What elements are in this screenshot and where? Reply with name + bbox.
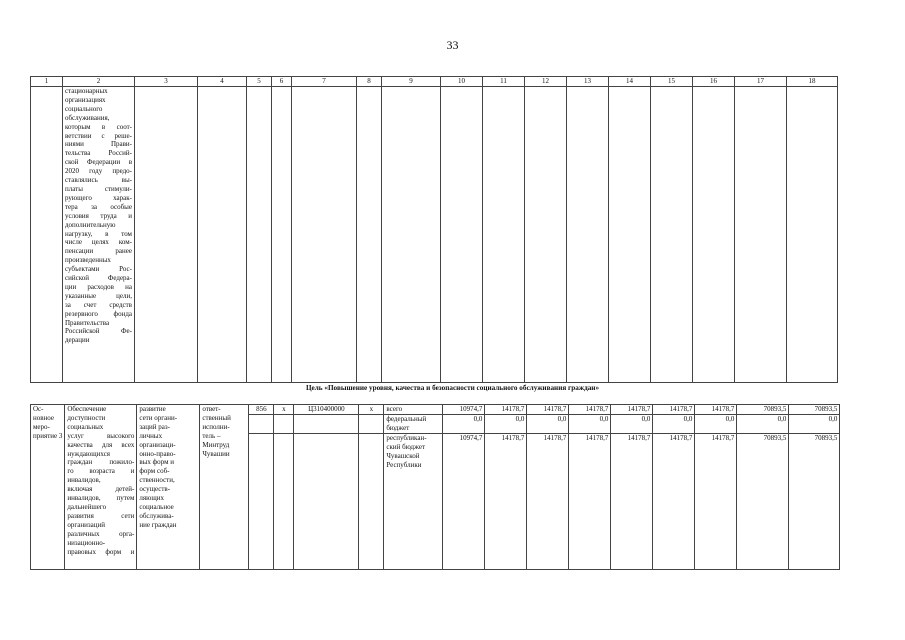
text-line: различных орга- — [67, 529, 135, 538]
cell — [247, 87, 272, 383]
event-description-cell — [65, 405, 137, 570]
text-line: платы стимули- — [65, 184, 132, 193]
value-cell: 10974,7 — [443, 433, 485, 569]
value-cell: 70893,5 — [789, 433, 840, 569]
value-cell: 0,0 — [653, 414, 695, 433]
program-table-event-3 — [30, 404, 840, 570]
cell — [198, 87, 247, 383]
text-line: Правительства — [65, 318, 110, 327]
value-cell: 14178,7 — [569, 405, 611, 415]
value-cell: 70893,5 — [737, 433, 789, 569]
text-line: 2020 году предо- — [65, 167, 132, 176]
column-number-3: 3 — [135, 77, 198, 87]
goal-heading: Цель «Повышение уровня, качества и безопасности социального обслуживания граждан» — [305, 384, 600, 392]
cell — [693, 87, 735, 383]
text-line: заций раз- — [139, 422, 170, 431]
cell — [609, 87, 651, 383]
text-line: услуг высокого — [67, 431, 135, 440]
text-line: новное — [33, 413, 54, 422]
cell — [735, 87, 787, 383]
text-line: числе целях ком- — [65, 238, 132, 247]
text-line: тера за особые — [65, 202, 132, 211]
cell — [135, 87, 198, 383]
event-description-cell — [63, 87, 135, 383]
column-number-14: 14 — [609, 77, 651, 87]
column-number-16: 16 — [693, 77, 735, 87]
column-number-7: 7 — [292, 77, 357, 87]
text-line: ответ- — [202, 405, 221, 413]
text-line: развития сети — [67, 511, 135, 520]
text-line: условия труда и — [65, 211, 132, 220]
cell — [357, 87, 382, 383]
text-line: меро- — [33, 422, 50, 431]
expense-type-cell: x — [359, 405, 384, 415]
cell — [359, 433, 384, 569]
grbs-code-cell: 856 — [249, 405, 274, 415]
cell — [567, 87, 609, 383]
cell — [274, 414, 294, 433]
cell — [294, 414, 359, 433]
text-line: тель – — [202, 431, 221, 440]
text-line: приятие 3 — [33, 431, 63, 440]
text-line: Российской Фе- — [65, 327, 132, 336]
column-number-10: 10 — [441, 77, 483, 87]
value-cell: 14178,7 — [485, 405, 527, 415]
value-cell: 14178,7 — [485, 433, 527, 569]
text-line: сети органи- — [139, 413, 178, 422]
event-activity-cell — [137, 405, 200, 570]
text-line: пенсации ранее — [65, 247, 132, 256]
text-line: исполни- — [202, 422, 230, 431]
text-line: организациях — [65, 95, 106, 104]
value-cell: 14178,7 — [695, 433, 737, 569]
value-cell: 0,0 — [737, 414, 789, 433]
funding-source-cell — [384, 405, 443, 415]
text-line: граждан пожило- — [67, 458, 135, 467]
value-cell: 0,0 — [527, 414, 569, 433]
text-line: личных — [139, 431, 163, 440]
text-line: дальнейшего — [67, 502, 107, 511]
funding-source-cell — [384, 433, 443, 569]
value-cell: 0,0 — [485, 414, 527, 433]
text-line: Чувашской — [386, 451, 420, 460]
text-line: ставлялись вы- — [65, 176, 132, 185]
program-table-top — [30, 76, 838, 383]
column-number-13: 13 — [567, 77, 609, 87]
cell — [382, 87, 441, 383]
responsible-executor-cell — [200, 405, 249, 570]
column-number-6: 6 — [272, 77, 292, 87]
text-line: указанные цели, — [65, 291, 132, 300]
column-number-11: 11 — [483, 77, 525, 87]
cell — [525, 87, 567, 383]
target-article-cell: Ц310400000 — [294, 405, 359, 415]
column-number-2: 2 — [63, 77, 135, 87]
text-line: онно-право- — [139, 449, 176, 458]
text-line: правовых форм и — [67, 547, 135, 556]
text-line: обслужива- — [139, 511, 174, 520]
value-cell: 14178,7 — [611, 433, 653, 569]
text-line: Обеспечение — [67, 405, 107, 413]
cell — [249, 433, 274, 569]
text-line: произведенных — [65, 256, 111, 265]
text-line: бюджет — [386, 423, 410, 432]
cell — [249, 414, 274, 433]
cell — [651, 87, 693, 383]
value-cell: 0,0 — [695, 414, 737, 433]
value-cell: 14178,7 — [653, 433, 695, 569]
text-line: ции расходов на — [65, 282, 132, 291]
text-line: развитие — [139, 405, 166, 413]
text-line: осуществ- — [139, 485, 171, 494]
text-line: социальных — [67, 422, 104, 431]
table-row — [31, 87, 838, 383]
text-line: республикан- — [386, 433, 427, 442]
text-line: организаций — [67, 520, 105, 529]
text-line: го возраста и — [67, 467, 135, 476]
cell — [292, 87, 357, 383]
value-cell: 0,0 — [443, 414, 485, 433]
value-cell: 70893,5 — [737, 405, 789, 415]
cell — [359, 414, 384, 433]
text-line: ственный — [202, 413, 231, 422]
text-line: нагрузку, в том — [65, 229, 132, 238]
cell — [31, 87, 63, 383]
text-line: ниями Прави- — [65, 140, 132, 149]
text-line: которым в соот- — [65, 122, 132, 131]
funding-source-cell — [384, 414, 443, 433]
text-line: ский бюджет — [386, 442, 426, 451]
text-line: всего — [386, 405, 403, 413]
value-cell: 14178,7 — [653, 405, 695, 415]
text-line: Ос- — [33, 405, 44, 413]
text-line: инвалидов, путем — [67, 494, 135, 503]
column-number-8: 8 — [357, 77, 382, 87]
text-line: рующего харак- — [65, 193, 132, 202]
cell — [787, 87, 838, 383]
text-line: тельства Россий- — [65, 149, 132, 158]
section-code-cell: x — [274, 405, 294, 415]
text-line: федеральный — [386, 414, 427, 423]
text-line: организаци- — [139, 440, 176, 449]
text-line: ветствии с реше- — [65, 131, 132, 140]
text-line: вых форм и — [139, 458, 174, 467]
column-number-9: 9 — [382, 77, 441, 87]
text-line: Минтруд — [202, 440, 230, 449]
text-line: за счет средств — [65, 300, 132, 309]
cell — [294, 433, 359, 569]
text-line: доступности — [67, 413, 106, 422]
column-number-12: 12 — [525, 77, 567, 87]
column-number-1: 1 — [31, 77, 63, 87]
column-number-15: 15 — [651, 77, 693, 87]
value-cell: 70893,5 — [789, 405, 840, 415]
value-cell: 0,0 — [569, 414, 611, 433]
value-cell: 14178,7 — [569, 433, 611, 569]
text-line: включая детей- — [67, 485, 135, 494]
column-number-5: 5 — [247, 77, 272, 87]
value-cell: 0,0 — [611, 414, 653, 433]
text-line: сийской Федера- — [65, 274, 132, 283]
value-cell: 10974,7 — [443, 405, 485, 415]
text-line: дерации — [65, 336, 90, 345]
text-line: инвалидов, — [67, 476, 101, 485]
text-line: дополнительную — [65, 220, 116, 229]
text-line: ской Федерации в — [65, 158, 132, 167]
text-line: ляющих — [139, 494, 164, 503]
cell — [441, 87, 483, 383]
text-line: Республики — [386, 460, 422, 469]
text-line: низационно- — [67, 538, 106, 547]
text-line: субъектами Рос- — [65, 265, 132, 274]
column-number-18: 18 — [787, 77, 838, 87]
value-cell: 14178,7 — [527, 433, 569, 569]
text-line: социального — [65, 104, 103, 113]
cell — [274, 433, 294, 569]
text-line: резервного фонда — [65, 309, 132, 318]
value-cell: 0,0 — [789, 414, 840, 433]
column-number-17: 17 — [735, 77, 787, 87]
cell — [483, 87, 525, 383]
column-number-4: 4 — [198, 77, 247, 87]
event-number-cell — [31, 405, 65, 570]
table-row-total — [31, 405, 840, 415]
cell — [272, 87, 292, 383]
text-line: Чувашии — [202, 449, 230, 458]
page-number: 33 — [446, 38, 459, 52]
text-line: ние граждан — [139, 520, 177, 529]
text-line: обслуживания, — [65, 113, 110, 122]
value-cell: 14178,7 — [611, 405, 653, 415]
column-number-row — [31, 77, 838, 87]
text-line: нуждающихся — [67, 449, 111, 458]
text-line: социальное — [139, 502, 174, 511]
text-line: форм соб- — [139, 467, 170, 476]
text-line: ственности, — [139, 476, 175, 485]
value-cell: 14178,7 — [695, 405, 737, 415]
text-line: качества для всех — [67, 440, 135, 449]
text-line: стационарных — [65, 87, 108, 95]
value-cell: 14178,7 — [527, 405, 569, 415]
